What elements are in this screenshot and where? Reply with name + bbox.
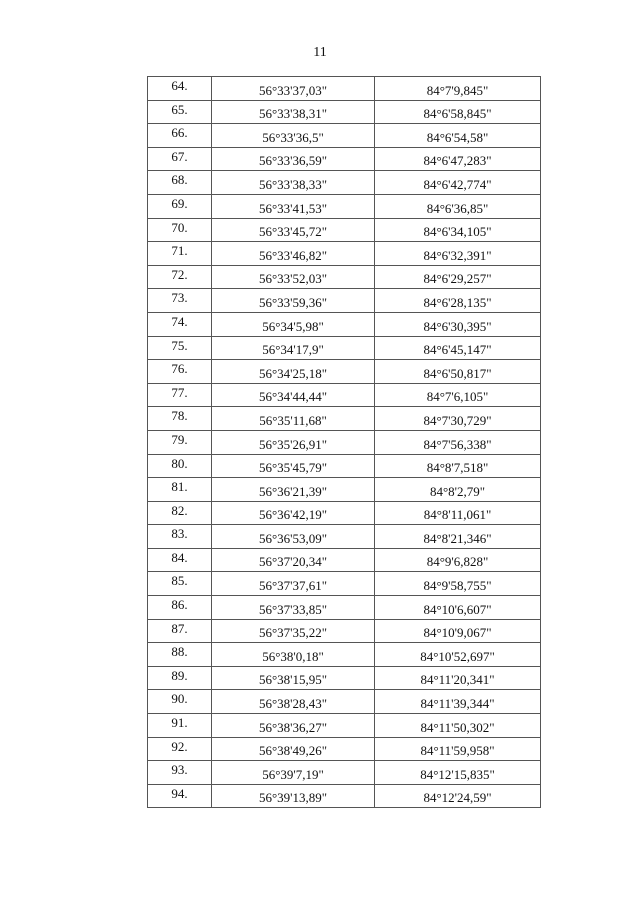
table-row bbox=[148, 171, 541, 195]
longitude-cell: 84°6'36,85" bbox=[375, 194, 541, 218]
latitude-cell: 56°36'21,39" bbox=[212, 478, 375, 502]
point-number-cell: 85. bbox=[148, 572, 212, 596]
point-number-cell: 74. bbox=[148, 312, 212, 336]
table-row bbox=[148, 383, 541, 407]
point-number-cell: 82. bbox=[148, 501, 212, 525]
table-row bbox=[148, 100, 541, 124]
table-row bbox=[148, 265, 541, 289]
longitude-cell: 84°11'39,344" bbox=[375, 690, 541, 714]
longitude-cell: 84°7'9,845" bbox=[375, 77, 541, 101]
latitude-cell: 56°39'7,19" bbox=[212, 761, 375, 785]
table-row bbox=[148, 761, 541, 785]
table-row bbox=[148, 690, 541, 714]
table-row bbox=[148, 218, 541, 242]
longitude-cell: 84°7'56,338" bbox=[375, 430, 541, 454]
point-number-cell: 94. bbox=[148, 784, 212, 808]
table-row bbox=[148, 147, 541, 171]
longitude-cell: 84°12'24,59" bbox=[375, 784, 541, 808]
point-number-cell: 87. bbox=[148, 619, 212, 643]
point-number-cell: 76. bbox=[148, 360, 212, 384]
latitude-cell: 56°38'0,18" bbox=[212, 643, 375, 667]
longitude-cell: 84°8'7,518" bbox=[375, 454, 541, 478]
point-number-cell: 89. bbox=[148, 666, 212, 690]
point-number-cell: 68. bbox=[148, 171, 212, 195]
table-row bbox=[148, 478, 541, 502]
table-row bbox=[148, 407, 541, 431]
latitude-cell: 56°35'45,79" bbox=[212, 454, 375, 478]
latitude-cell: 56°35'11,68" bbox=[212, 407, 375, 431]
coordinates-table-body bbox=[148, 77, 541, 808]
latitude-cell: 56°36'42,19" bbox=[212, 501, 375, 525]
latitude-cell: 56°34'5,98" bbox=[212, 312, 375, 336]
table-row bbox=[148, 194, 541, 218]
latitude-cell: 56°33'52,03" bbox=[212, 265, 375, 289]
point-number-cell: 70. bbox=[148, 218, 212, 242]
page-number: 11 bbox=[313, 45, 327, 60]
longitude-cell: 84°8'21,346" bbox=[375, 525, 541, 549]
longitude-cell: 84°6'29,257" bbox=[375, 265, 541, 289]
latitude-cell: 56°37'20,34" bbox=[212, 548, 375, 572]
point-number-cell: 73. bbox=[148, 289, 212, 313]
latitude-cell: 56°35'26,91" bbox=[212, 430, 375, 454]
latitude-cell: 56°33'46,82" bbox=[212, 242, 375, 266]
point-number-cell: 72. bbox=[148, 265, 212, 289]
longitude-cell: 84°11'59,958" bbox=[375, 737, 541, 761]
point-number-cell: 66. bbox=[148, 124, 212, 148]
point-number-cell: 88. bbox=[148, 643, 212, 667]
longitude-cell: 84°9'58,755" bbox=[375, 572, 541, 596]
latitude-cell: 56°34'17,9" bbox=[212, 336, 375, 360]
longitude-cell: 84°11'20,341" bbox=[375, 666, 541, 690]
point-number-cell: 77. bbox=[148, 383, 212, 407]
latitude-cell: 56°37'35,22" bbox=[212, 619, 375, 643]
longitude-cell: 84°7'30,729" bbox=[375, 407, 541, 431]
latitude-cell: 56°38'49,26" bbox=[212, 737, 375, 761]
point-number-cell: 67. bbox=[148, 147, 212, 171]
longitude-cell: 84°6'32,391" bbox=[375, 242, 541, 266]
latitude-cell: 56°33'38,31" bbox=[212, 100, 375, 124]
latitude-cell: 56°37'37,61" bbox=[212, 572, 375, 596]
latitude-cell: 56°36'53,09" bbox=[212, 525, 375, 549]
point-number-cell: 84. bbox=[148, 548, 212, 572]
point-number-cell: 86. bbox=[148, 596, 212, 620]
table-row bbox=[148, 360, 541, 384]
table-row bbox=[148, 619, 541, 643]
coordinates-table bbox=[147, 76, 541, 808]
latitude-cell: 56°33'36,5" bbox=[212, 124, 375, 148]
table-row bbox=[148, 454, 541, 478]
longitude-cell: 84°11'50,302" bbox=[375, 714, 541, 738]
longitude-cell: 84°6'30,395" bbox=[375, 312, 541, 336]
point-number-cell: 83. bbox=[148, 525, 212, 549]
longitude-cell: 84°6'58,845" bbox=[375, 100, 541, 124]
table-row bbox=[148, 714, 541, 738]
table-row bbox=[148, 336, 541, 360]
table-row bbox=[148, 525, 541, 549]
longitude-cell: 84°6'28,135" bbox=[375, 289, 541, 313]
longitude-cell: 84°6'45,147" bbox=[375, 336, 541, 360]
longitude-cell: 84°8'2,79" bbox=[375, 478, 541, 502]
point-number-cell: 92. bbox=[148, 737, 212, 761]
table-row bbox=[148, 596, 541, 620]
table-row bbox=[148, 784, 541, 808]
point-number-cell: 69. bbox=[148, 194, 212, 218]
latitude-cell: 56°39'13,89" bbox=[212, 784, 375, 808]
table-row bbox=[148, 77, 541, 101]
table-row bbox=[148, 430, 541, 454]
point-number-cell: 81. bbox=[148, 478, 212, 502]
latitude-cell: 56°38'15,95" bbox=[212, 666, 375, 690]
longitude-cell: 84°6'47,283" bbox=[375, 147, 541, 171]
point-number-cell: 91. bbox=[148, 714, 212, 738]
point-number-cell: 71. bbox=[148, 242, 212, 266]
point-number-cell: 93. bbox=[148, 761, 212, 785]
point-number-cell: 79. bbox=[148, 430, 212, 454]
longitude-cell: 84°10'52,697" bbox=[375, 643, 541, 667]
longitude-cell: 84°9'6,828" bbox=[375, 548, 541, 572]
longitude-cell: 84°6'54,58" bbox=[375, 124, 541, 148]
longitude-cell: 84°10'6,607" bbox=[375, 596, 541, 620]
point-number-cell: 80. bbox=[148, 454, 212, 478]
latitude-cell: 56°33'59,36" bbox=[212, 289, 375, 313]
table-row bbox=[148, 572, 541, 596]
table-row bbox=[148, 289, 541, 313]
longitude-cell: 84°12'15,835" bbox=[375, 761, 541, 785]
longitude-cell: 84°7'6,105" bbox=[375, 383, 541, 407]
longitude-cell: 84°6'34,105" bbox=[375, 218, 541, 242]
latitude-cell: 56°33'41,53" bbox=[212, 194, 375, 218]
longitude-cell: 84°6'50,817" bbox=[375, 360, 541, 384]
latitude-cell: 56°33'45,72" bbox=[212, 218, 375, 242]
latitude-cell: 56°38'28,43" bbox=[212, 690, 375, 714]
longitude-cell: 84°10'9,067" bbox=[375, 619, 541, 643]
table-row bbox=[148, 643, 541, 667]
latitude-cell: 56°33'38,33" bbox=[212, 171, 375, 195]
latitude-cell: 56°34'44,44" bbox=[212, 383, 375, 407]
table-row bbox=[148, 666, 541, 690]
longitude-cell: 84°6'42,774" bbox=[375, 171, 541, 195]
table-row bbox=[148, 124, 541, 148]
table-row bbox=[148, 548, 541, 572]
point-number-cell: 65. bbox=[148, 100, 212, 124]
latitude-cell: 56°34'25,18" bbox=[212, 360, 375, 384]
table-row bbox=[148, 501, 541, 525]
point-number-cell: 75. bbox=[148, 336, 212, 360]
point-number-cell: 78. bbox=[148, 407, 212, 431]
table-row bbox=[148, 312, 541, 336]
table-row bbox=[148, 737, 541, 761]
latitude-cell: 56°37'33,85" bbox=[212, 596, 375, 620]
latitude-cell: 56°38'36,27" bbox=[212, 714, 375, 738]
latitude-cell: 56°33'36,59" bbox=[212, 147, 375, 171]
table-row bbox=[148, 242, 541, 266]
latitude-cell: 56°33'37,03" bbox=[212, 77, 375, 101]
point-number-cell: 64. bbox=[148, 77, 212, 101]
point-number-cell: 90. bbox=[148, 690, 212, 714]
longitude-cell: 84°8'11,061" bbox=[375, 501, 541, 525]
